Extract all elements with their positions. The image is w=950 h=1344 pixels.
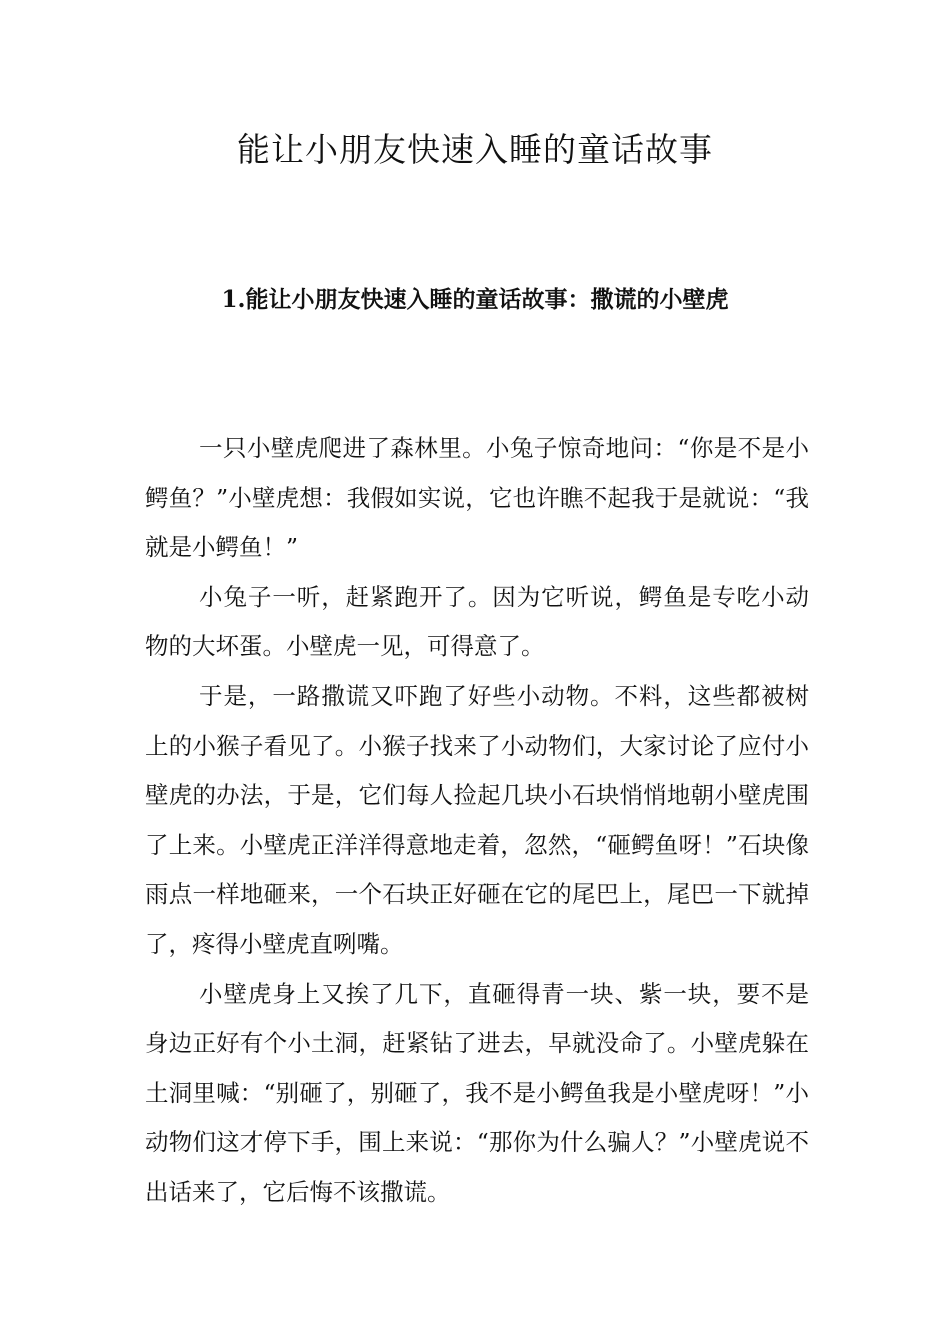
story-paragraph-3: 于是，一路撒谎又吓跑了好些小动物。不料，这些都被树上的小猴子看见了。小猴子找来了小动物们，大家讨论了应付小壁虎的办法，于是，它们每人捡起几块小石块悄悄地朝小壁虎围了上来。小壁虎正洋洋得意地走着，忽然，“砸鳄鱼呀！”石块像雨点一样地砸来，一个石块正好砸在它的尾巴上，尾巴一下就掉了，疼得小壁虎直咧嘴。 <box>145 681 809 958</box>
story-paragraph-4: 小壁虎身上又挨了几下，直砸得青一块、紫一块，要不是身边正好有个小土洞，赶紧钻了进去，早就没命了。小壁虎躲在土洞里喊：“别砸了，别砸了，我不是小鳄鱼我是小壁虎呀！”小动物们这才停下手，围上来说：“那你为什么骗人？”小壁虎说不出话来了，它后悔不该撒谎。 <box>145 979 809 1206</box>
story-body <box>145 424 809 1218</box>
story-paragraph-1: 一只小壁虎爬进了森林里。小兔子惊奇地问：“你是不是小鳄鱼？”小壁虎想：我假如实说，它也许瞧不起我于是就说：“我就是小鳄鱼！” <box>145 434 809 562</box>
section-heading: 1.能让小朋友快速入睡的童话故事：撒谎的小壁虎 <box>221 286 729 313</box>
document-title: 能让小朋友快速入睡的童话故事 <box>237 130 713 169</box>
story-paragraph-2: 小兔子一听，赶紧跑开了。因为它听说，鳄鱼是专吃小动物的大坏蛋。小壁虎一见，可得意了。 <box>145 582 809 661</box>
